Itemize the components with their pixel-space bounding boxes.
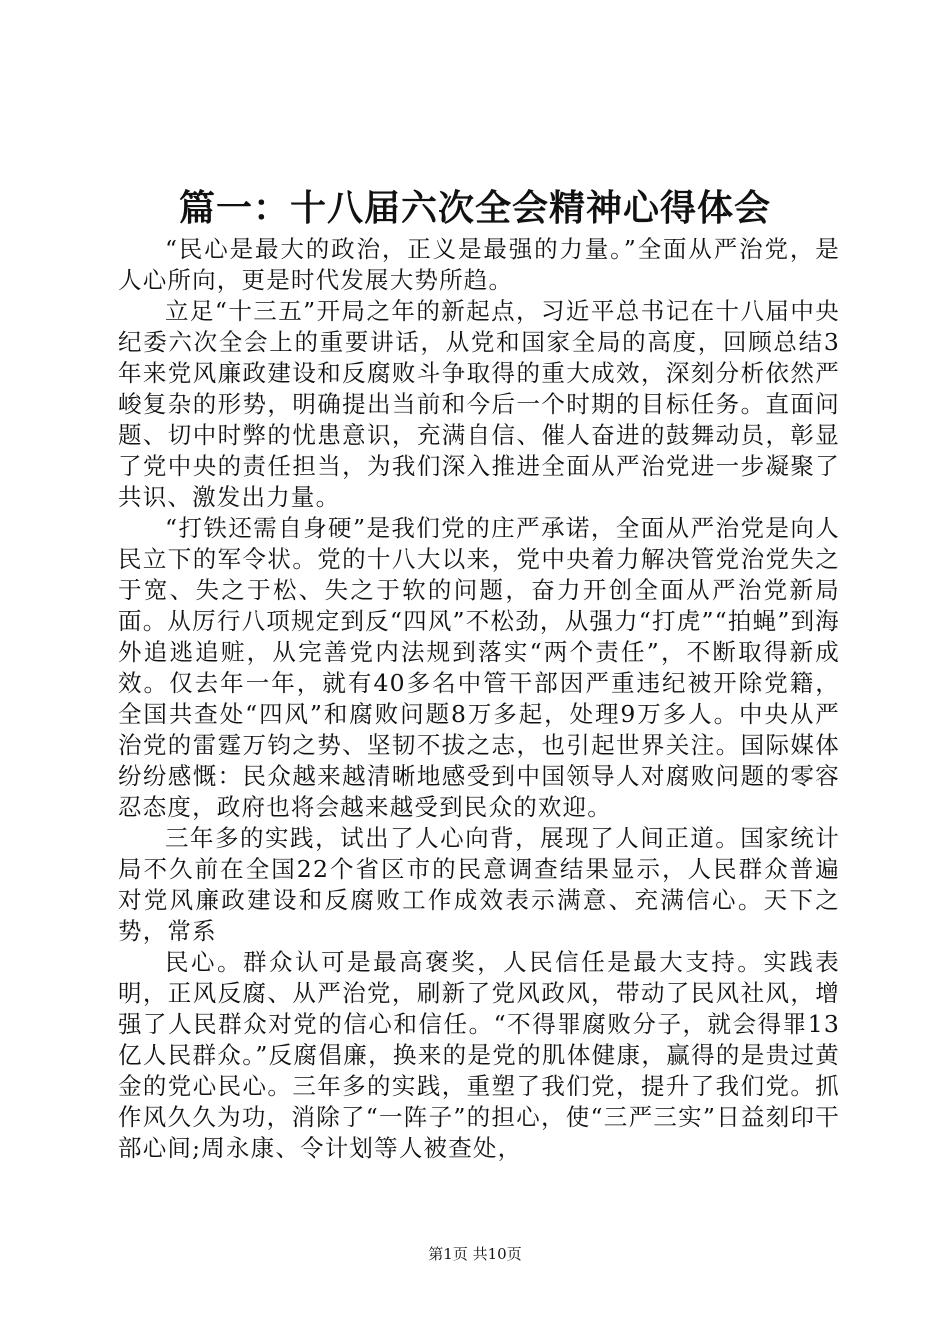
page-number-footer: 第1页 共10页 bbox=[428, 1245, 522, 1263]
paragraph-5: 民心。群众认可是最高褒奖，人民信任是最大支持。实践表明，正风反腐、从严治党，刷新了党风政风，带动了民风社风，增强了人民群众对党的信心和信任。“不得罪腐败分子，就会得罪13亿人民群众。”反腐倡廉，换来的是党的肌体健康，赢得的是贵过黄金的党心民心。三年多的实践，重塑了我们党，提升了我们党。抓作风久久为功，消除了“一阵子”的担心，使“三严三实”日益刻印干部心间;周永康、令计划等人被查处， bbox=[118, 948, 840, 1162]
document-body bbox=[118, 234, 840, 1164]
paragraph-4: 三年多的实践，试出了人心向背，展现了人间正道。国家统计局不久前在全国22个省区市的民意调查结果显示，人民群众普遍对党风廉政建设和反腐败工作成效表示满意、充满信心。天下之势，常系 bbox=[118, 824, 840, 945]
document-title: 篇一：十八届六次全会精神心得体会 bbox=[178, 187, 771, 229]
paragraph-1: “民心是最大的政治，正义是最强的力量。”全面从严治党，是人心所向，更是时代发展大势所趋。 bbox=[118, 235, 840, 294]
paragraph-3: “打铁还需自身硬”是我们党的庄严承诺，全面从严治党是向人民立下的军令状。党的十八大以来，党中央着力解决管党治党失之于宽、失之于松、失之于软的问题，奋力开创全面从严治党新局面。从厉行八项规定到反“四风”不松劲，从强力“打虎”“拍蝇”到海外追逃追赃，从完善党内法规到落实“两个责任”，不断取得新成效。仅去年一年，就有40多名中管干部因严重违纪被开除党籍，全国共查处“四风”和腐败问题8万多起，处理9万多人。中央从严治党的雷霆万钧之势、坚韧不拔之志，也引起世界关注。国际媒体纷纷感慨：民众越来越清晰地感受到中国领导人对腐败问题的零容忍态度，政府也将会越来越受到民众的欢迎。 bbox=[118, 514, 840, 821]
paragraph-2: 立足“十三五”开局之年的新起点，习近平总书记在十八届中央纪委六次全会上的重要讲话，从党和国家全局的高度，回顾总结3年来党风廉政建设和反腐败斗争取得的重大成效，深刻分析依然严峻复杂的形势，明确提出当前和今后一个时期的目标任务。直面问题、切中时弊的忧患意识，充满自信、催人奋进的鼓舞动员，彰显了党中央的责任担当，为我们深入推进全面从严治党进一步凝聚了共识、激发出力量。 bbox=[118, 297, 840, 511]
